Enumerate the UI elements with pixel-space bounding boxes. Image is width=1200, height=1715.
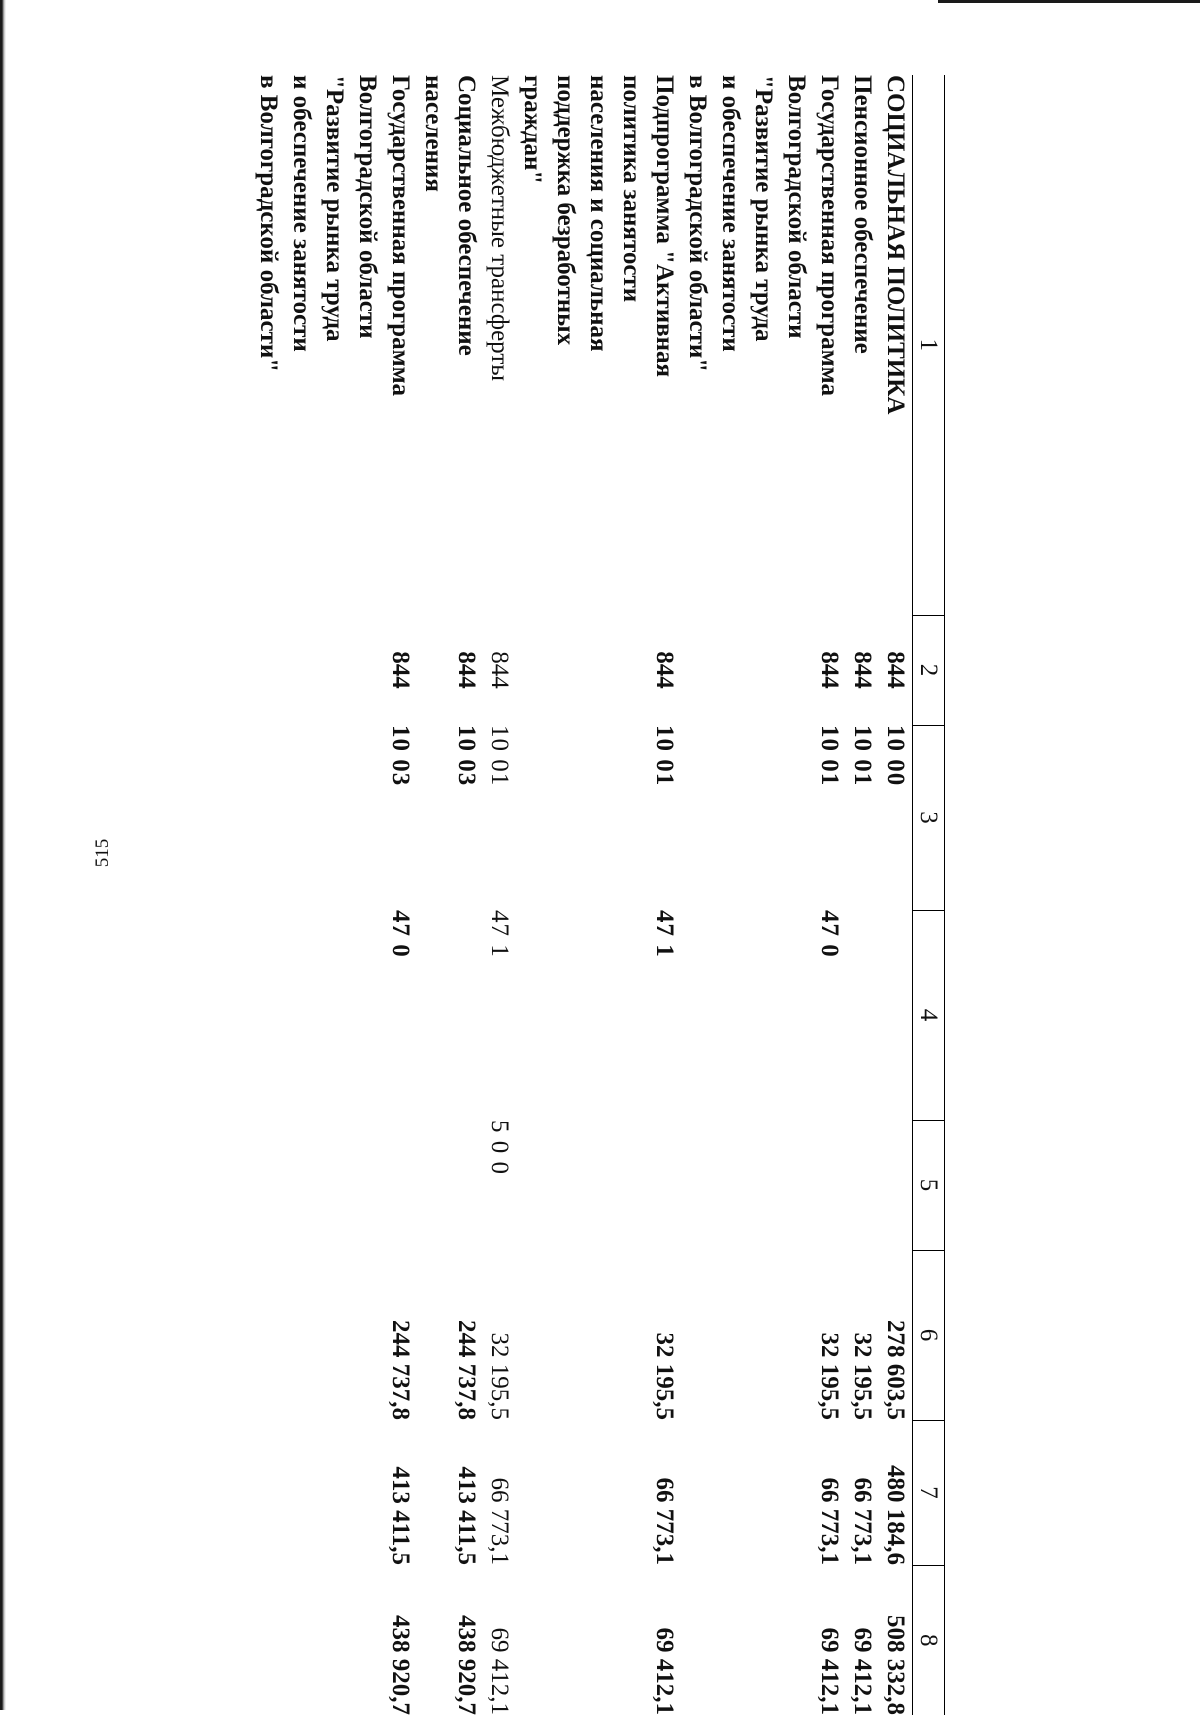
item-name-line: Волгоградской области [783,75,810,339]
amount-cell: 32 195,5 [651,1332,678,1420]
code-cell: 844 [849,651,876,689]
expense-type-cell [516,1120,681,1250]
code-cell: 844 [651,651,678,689]
column-header-2: 2 [913,615,945,725]
item-name-line: Межбюджетные трансферты [486,75,513,382]
amount-cell: 244 737,8 [387,1320,414,1420]
section-cell: 10 01 [816,725,843,787]
column-header-5: 5 [913,1120,945,1250]
item-name-cell [846,75,879,615]
scan-shadow-top [938,0,1200,3]
amount-cell: 508 332,8 [882,1615,909,1715]
expense-type-cell [417,1120,483,1250]
item-name-line: Волгоградской области [354,75,381,339]
amount-cell: 278 603,5 [882,1320,909,1420]
program-cell: 47 1 [486,910,513,958]
table-row [846,75,879,1715]
expense-type-cell [879,1120,913,1250]
amount-cell: 69 412,1 [816,1627,843,1715]
item-name-line: Подпрограмма "Активная [651,75,678,378]
code-cell: 844 [387,651,414,689]
column-header-4: 4 [913,910,945,1120]
item-name-line: "Развитие рынка труда [750,75,777,342]
item-name-line: и обеспечение занятости [717,75,744,352]
item-name-cell [681,75,846,615]
expense-type-cell: 5 0 0 [486,1120,513,1175]
item-name-line: населения [420,75,447,192]
item-name-line: "Развитие рынка труда [321,75,348,342]
amount-cell: 438 920,7 [387,1615,414,1715]
item-name-cell [483,75,516,615]
amount-cell: 413 411,5 [387,1466,414,1565]
item-name-cell [516,75,681,615]
item-name-line: Государственная программа [816,75,843,396]
column-header-3: 3 [913,725,945,910]
item-name-line: населения и социальная [585,75,612,352]
section-cell: 10 01 [651,725,678,787]
program-cell [879,910,913,1120]
amount-cell: 69 412,1 [486,1627,513,1715]
expense-type-cell [252,1120,417,1250]
table-row [483,75,516,1715]
amount-cell: 66 773,1 [651,1477,678,1565]
code-cell: 844 [816,651,843,689]
table-row [516,75,681,1715]
amount-cell: 66 773,1 [486,1477,513,1565]
item-name-line: Государственная программа [387,75,414,396]
section-cell: 10 03 [453,725,480,787]
item-name-line: Социальное обеспечение [453,75,480,356]
amount-cell: 66 773,1 [816,1477,843,1565]
budget-table [252,75,945,1715]
amount-cell: 413 411,5 [453,1466,480,1565]
program-cell: 47 1 [651,910,678,958]
item-name-line: граждан" [519,75,546,185]
table-container [105,75,945,1715]
program-cell: 47 0 [816,910,843,958]
program-cell [846,910,879,1120]
expense-type-cell [681,1120,846,1250]
amount-cell: 66 773,1 [849,1477,876,1565]
scan-shadow-left [0,0,6,1710]
column-header-6: 6 [913,1250,945,1420]
section-cell: 10 01 [486,725,513,787]
table-row [681,75,846,1715]
table-body [252,75,913,1715]
header-row [913,75,945,1715]
amount-cell: 69 412,1 [849,1627,876,1715]
amount-cell: 32 195,5 [816,1332,843,1420]
item-name-cell [252,75,417,615]
item-name-line: политика занятости [618,75,645,303]
table-row [879,75,913,1715]
code-cell: 844 [453,651,480,689]
table-row [417,75,483,1715]
expense-type-cell [846,1120,879,1250]
amount-cell: 244 737,8 [453,1320,480,1420]
item-name-line: Пенсионное обеспечение [849,75,876,354]
section-cell: 10 00 [882,725,909,787]
amount-cell: 480 184,6 [882,1465,909,1565]
section-cell: 10 03 [387,725,414,787]
item-name-line: и обеспечение занятости [288,75,315,352]
item-name-cell [417,75,483,615]
program-cell [417,910,483,1120]
item-name-line: поддержка безработных [552,75,579,346]
item-name-cell [879,75,913,615]
amount-cell: 32 195,5 [849,1332,876,1420]
amount-cell: 32 195,5 [486,1332,513,1420]
program-cell: 47 0 [387,910,414,958]
item-name-line: в Волгоградской области" [255,75,282,373]
amount-cell: 438 920,7 [453,1615,480,1715]
column-header-7: 7 [913,1420,945,1565]
column-header-1: 1 [913,75,945,615]
section-cell: 10 01 [849,725,876,787]
page-number: 515 [92,838,113,868]
column-header-8: 8 [913,1565,945,1715]
amount-cell: 69 412,1 [651,1627,678,1715]
item-name-line: СОЦИАЛЬНАЯ ПОЛИТИКА [882,75,909,415]
code-cell: 844 [486,651,513,689]
item-name-line: в Волгоградской области" [684,75,711,373]
code-cell: 844 [882,651,909,689]
table-row [252,75,417,1715]
